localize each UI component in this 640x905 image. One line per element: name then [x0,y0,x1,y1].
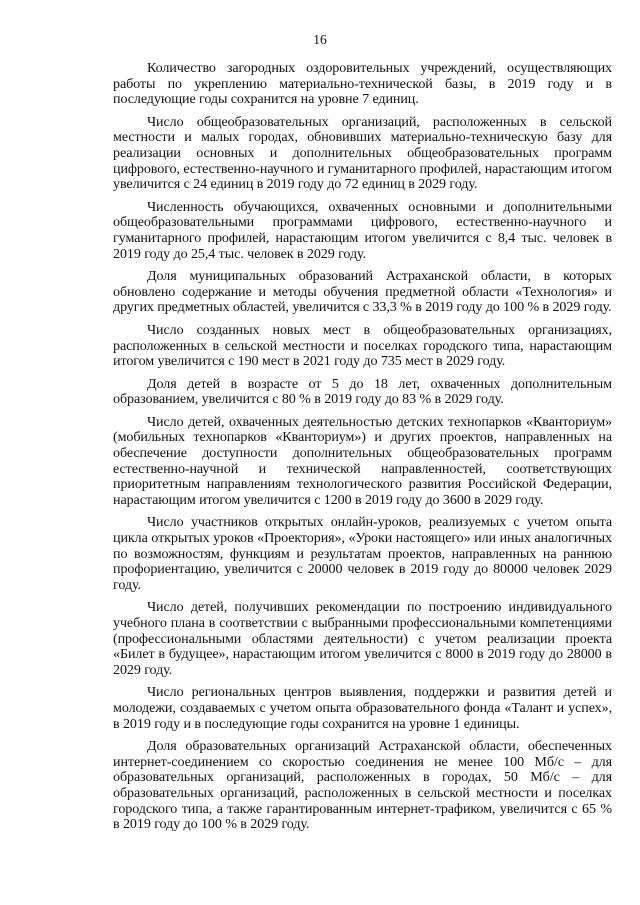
paragraph-kvantorium: Число детей, охваченных деятельностью детских технопарков «Кванториум» (мобильных технопарков «Кванториум») и других проектов, направленных на обеспечение доступности дополнительных общеобразовательных программ естественно-научной и технической направленностей, соответствующих приоритетным направлениям технологического развития Российской Федерации, нарастающим итогом увеличится с 1200 в 2019 году до 3600 в 2029 году. [113,413,612,508]
paragraph-online-lessons: Число участников открытых онлайн-уроков, реализуемых с учетом опыта цикла открытых уроков «Проектория», «Уроки настоящего» или иных аналогичных по возможностям, функциям и результатам проектов, направленных на раннюю профориентацию, увеличится с 20000 человек в 2019 году до 80000 человек 2029 году. [113,514,612,593]
body-text [113,61,612,840]
paragraph-summer-camps: Количество загородных оздоровительных учреждений, осуществляющих работы по укреплению материально-технической базы, в 2019 году и в последующие годы сохранится на уровне 7 единиц. [113,60,612,108]
paragraph-students-count: Численность обучающихся, охваченных основными и дополнительными общеобразовательными программами цифрового, естественно-научного и гуманитарного профилей, нарастающим итогом увеличится с 8,4 тыс. человек в 2019 году до 25,4 тыс. человек в 2029 году. [113,198,612,262]
paragraph-additional-education: Доля детей в возрасте от 5 до 18 лет, охваченных дополнительным образованием, увеличится с 80 % в 2019 году до 83 % в 2029 году. [113,375,612,408]
page-number: 16 [313,32,327,47]
paragraph-internet-connection: Доля образовательных организаций Астраханской области, обеспеченных интернет-соединением со скоростью соединения не менее 100 Мб/с – для образовательных организаций, расположенных в городах, 50 Мб/с – для образовательных организаций, расположенных в сельской местности и поселках городского типа, а также гарантированным интернет-трафиком, увеличится с 65 % в 2019 году до 100 % в 2029 году. [113,738,612,833]
paragraph-municipalities-share: Доля муниципальных образований Астраханской области, в которых обновлено содержание и методы обучения предметной области «Технология» и других предметных областей, увеличится с 33,3 % в 2019 году до 100 % в 2029 году. [113,268,612,316]
paragraph-rural-schools: Число общеобразовательных организаций, расположенных в сельской местности и малых городах, обновивших материально-техническую базу для реализации основных и дополнительных общеобразовательных программ цифрового, естественно-научного и гуманитарного профилей, нарастающим итогом увеличится с 24 единиц в 2019 году до 72 единиц в 2029 году. [113,113,612,193]
paragraph-ticket-to-future: Число детей, получивших рекомендации по построению индивидуального учебного плана в соответствии с выбранными профессиональными компетенциями (профессиональными областями деятельности) с учетом реализации проекта «Билет в будущее», нарастающим итогом увеличится с 8000 в 2019 году до 28000 в 2029 году. [113,599,612,678]
paragraph-regional-centers: Число региональных центров выявления, поддержки и развития детей и молодежи, создаваемых с учетом опыта образовательного фонда «Талант и успех», в 2019 году и в последующие годы сохранится на уровне 1 единицы. [113,684,612,732]
paragraph-new-places: Число созданных новых мест в общеобразовательных организациях, расположенных в сельской местности и поселках городского типа, нарастающим итогом увеличится с 190 мест в 2021 году до 735 мест в 2029 году. [113,321,612,370]
